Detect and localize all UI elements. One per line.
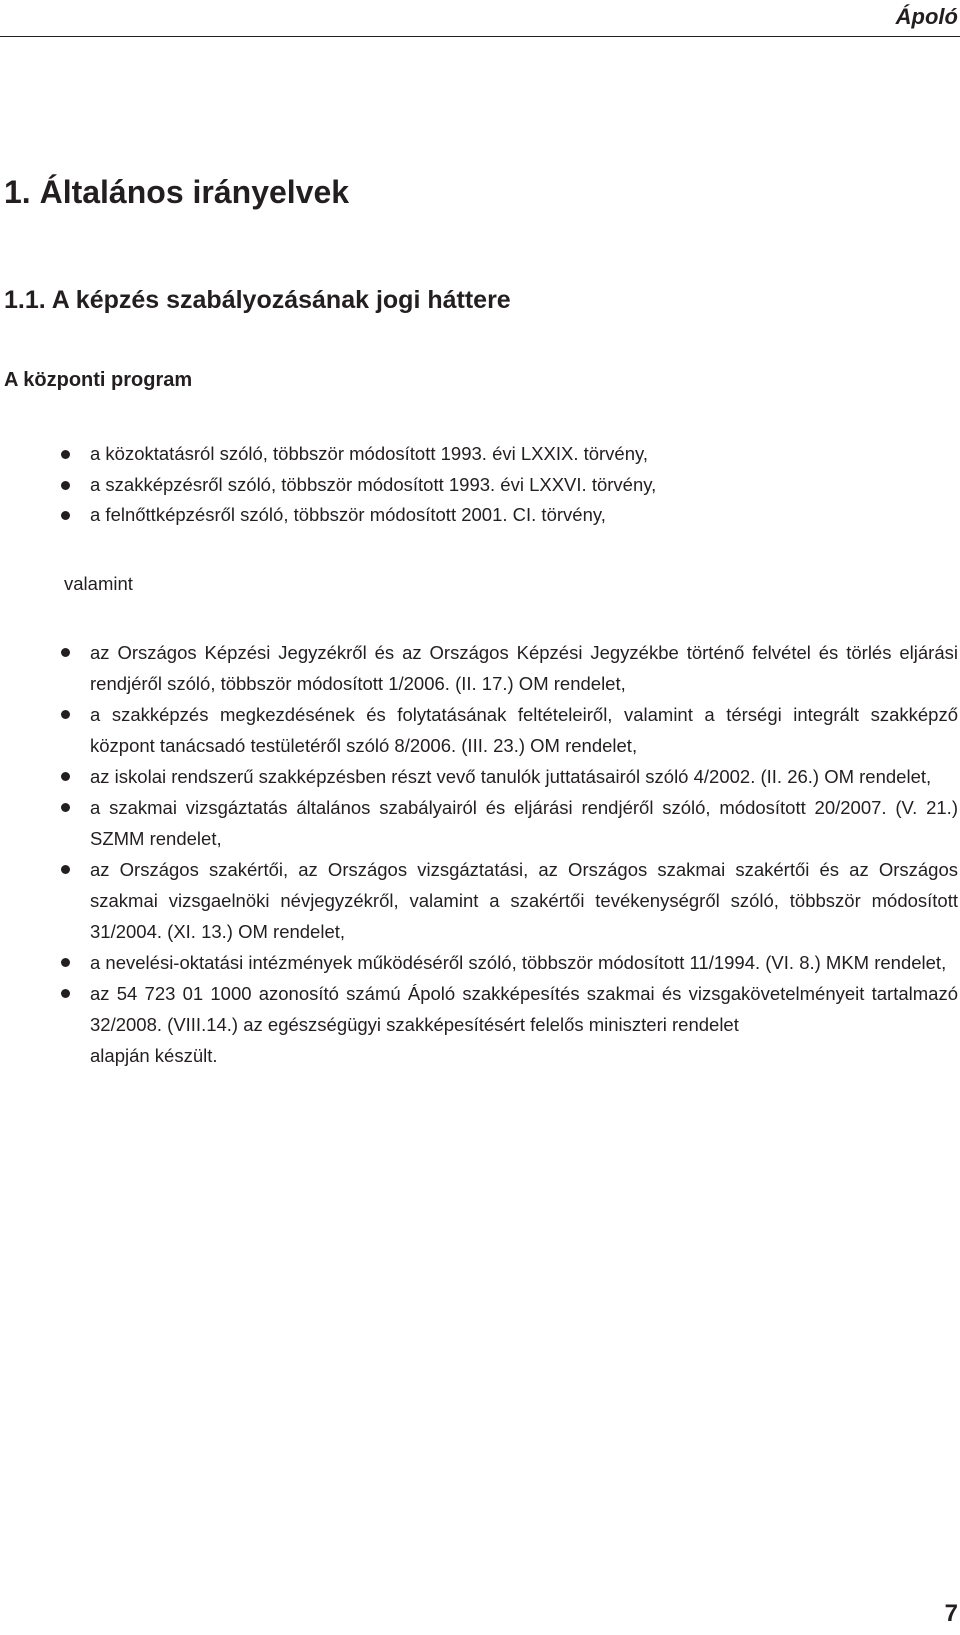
section-heading: 1.1. A képzés szabályozásának jogi háttere [4,286,511,314]
bullet-icon [61,481,70,490]
bullet-icon [61,450,70,459]
bullet-icon [61,958,70,967]
list-item [4,439,958,470]
list-item-text: a közoktatásról szóló, többször módosított 1993. évi LXXIX. törvény, [90,443,649,464]
list-item-text: a felnőttképzésről szóló, többször módosított 2001. CI. törvény, [90,504,606,525]
chapter-heading: 1. Általános irányelvek [4,174,350,210]
bullet-icon [61,648,70,657]
page-content [4,172,958,1071]
connector-text: valamint [64,572,133,594]
page-number: 7 [944,1600,958,1627]
subsection-heading: A központi program [4,369,193,391]
list-item-text: az Országos szakértői, az Országos vizsgáztatási, az Országos szakmai szakértői és az Országos szakmai vizsgaelnöki névjegyzékről, valamint a szakértői tevékenységről szóló, többször módosított 31/2004. (XI. 13.) OM rendelet, [90,858,958,942]
list-item-text: a szakmai vizsgáztatás általános szabályairól és eljárási rendjéről szóló, módosított 20/2007. (V. 21.) SZMM rendelet, [90,796,958,849]
running-title: Ápoló [895,4,958,29]
list-item-text: a szakképzés megkezdésének és folytatásának feltételeiről, valamint a térségi integrált szakképző központ tanácsadó testületéről szóló 8/2006. (III. 23.) OM rendelet, [90,703,958,756]
list-item [4,947,958,978]
list-item [4,699,958,761]
list-item [4,978,958,1040]
closing-text: alapján készült. [90,1044,218,1066]
bullet-icon [61,772,70,781]
list-item [4,637,958,699]
bullet-icon [61,865,70,874]
list-item-text: a szakképzésről szóló, többször módosított 1993. évi LXXVI. törvény, [90,473,657,495]
list-item [4,470,958,501]
laws-list [4,439,958,531]
list-item-text: az Országos Képzési Jegyzékről és az Országos Képzési Jegyzékbe történő felvétel és törlés eljárási rendjéről szóló, többször módosított 1/2006. (II. 17.) OM rendelet, [90,641,958,694]
regulations-list [4,637,958,1040]
list-item-text: az iskolai rendszerű szakképzésben részt vevő tanulók juttatásairól szóló 4/2002. (II. 26.) OM rendelet, [90,765,932,787]
bullet-icon [61,511,70,520]
list-item-text: a nevelési-oktatási intézmények működéséről szóló, többször módosított 11/1994. (VI. 8.) MKM rendelet, [90,951,947,973]
bullet-icon [61,710,70,719]
list-item [4,792,958,854]
list-item [4,761,958,792]
bullet-icon [61,989,70,998]
bullet-icon [61,803,70,812]
list-item [4,854,958,947]
list-item-text: az 54 723 01 1000 azonosító számú Ápoló szakképesítés szakmai és vizsgakövetelményeit tartalmazó 32/2008. (VIII.14.) az egészségügyi szakképesítésért felelős miniszteri rendelet [90,982,958,1035]
list-item [4,500,958,531]
running-header [0,0,960,37]
